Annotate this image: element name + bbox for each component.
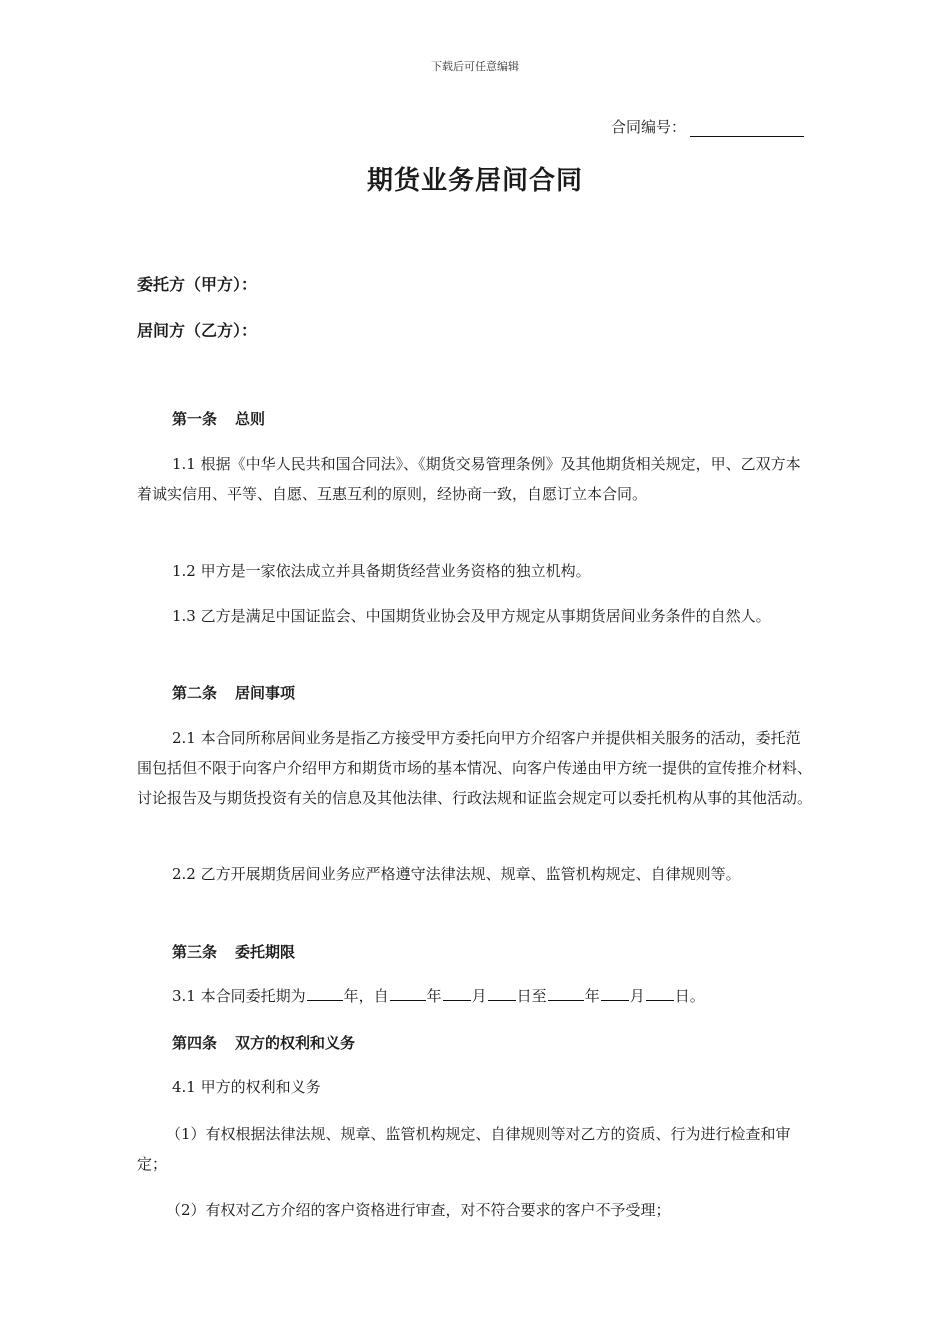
article-3-number: 第三条: [172, 943, 218, 961]
start-month-blank[interactable]: [443, 986, 471, 1001]
article-1-number: 第一条: [172, 410, 218, 428]
end-day-blank[interactable]: [646, 986, 674, 1001]
contract-number-blank[interactable]: [690, 122, 804, 137]
paragraph-2-2: [137, 859, 815, 889]
start-year-blank[interactable]: [390, 986, 426, 1001]
term-prefix: 3.1 本合同委托期为: [172, 987, 306, 1005]
article-4-number: 第四条: [172, 1034, 218, 1052]
paragraph-4-1-1-text: （1）有权根据法律法规、规章、监管机构规定、自律规则等对乙方的资质、行为进行检查和审定；: [137, 1125, 791, 1173]
paragraph-1-3-text: 1.3 乙方是满足中国证监会、中国期货业协会及甲方规定从事期货居间业务条件的自然人。: [172, 607, 771, 625]
article-1-title: 总则: [235, 410, 266, 428]
paragraph-4-1-2-text: （2）有权对乙方介绍的客户资格进行审查，对不符合要求的客户不予受理；: [166, 1201, 671, 1219]
paragraph-1-1: [137, 449, 815, 509]
paragraph-1-1-text: 1.1 根据《中华人民共和国合同法》、《期货交易管理条例》及其他期货相关规定，甲、乙双方本着诚实信用、平等、自愿、互惠互利的原则，经协商一致，自愿订立本合同。: [137, 455, 801, 503]
end-year-blank[interactable]: [548, 986, 584, 1001]
term-years-blank[interactable]: [307, 986, 343, 1001]
party-b-label: 居间方（乙方）：: [137, 321, 258, 340]
contract-number: [611, 116, 804, 137]
contract-number-label: 合同编号：: [611, 118, 687, 136]
header-note: 下载后可任意编辑: [431, 60, 519, 73]
paragraph-4-1-text: 4.1 甲方的权利和义务: [172, 1078, 321, 1096]
start-day-label: 日至: [516, 987, 547, 1005]
paragraph-1-2: [137, 556, 815, 586]
document-title: 期货业务居间合同: [366, 166, 583, 196]
article-2-heading: [172, 682, 295, 703]
paragraph-4-1: [137, 1072, 815, 1102]
paragraph-2-2-text: 2.2 乙方开展期货居间业务应严格遵守法律法规、规章、监管机构规定、自律规则等。: [172, 865, 741, 883]
party-a-label: 委托方（甲方）：: [137, 275, 258, 294]
end-year-label: 年: [584, 987, 600, 1005]
paragraph-3-1: [137, 981, 815, 1011]
paragraph-1-3: [137, 601, 815, 631]
paragraph-3-1-text: [137, 981, 815, 1011]
article-3-title: 委托期限: [235, 943, 296, 961]
article-4-title: 双方的权利和义务: [235, 1034, 356, 1052]
article-3-heading: [172, 941, 295, 962]
end-day-label: 日。: [674, 987, 705, 1005]
end-month-blank[interactable]: [601, 986, 629, 1001]
start-year-label: 年: [426, 987, 442, 1005]
paragraph-1-2-text: 1.2 甲方是一家依法成立并具备期货经营业务资格的独立机构。: [172, 562, 591, 580]
paragraph-4-1-1: [137, 1119, 815, 1179]
article-1-heading: [172, 408, 265, 429]
article-4-heading: [172, 1032, 355, 1053]
end-month-label: 月: [629, 987, 645, 1005]
paragraph-2-1-text: 2.1 本合同所称居间业务是指乙方接受甲方委托向甲方介绍客户并提供相关服务的活动，委托范围包括但不限于向客户介绍甲方和期货市场的基本情况、向客户传递由甲方统一提供的宣传推介材料、讨论报告及与期货投资有关的信息及其他法律、行政法规和证监会规定可以委托机构从事的其他活动。: [137, 729, 813, 807]
article-2-number: 第二条: [172, 684, 218, 702]
paragraph-2-1: [137, 723, 815, 813]
article-2-title: 居间事项: [235, 684, 296, 702]
paragraph-4-1-2: [137, 1195, 815, 1225]
start-day-blank[interactable]: [488, 986, 516, 1001]
start-month-label: 月: [471, 987, 487, 1005]
term-year-label: 年，自: [343, 987, 389, 1005]
